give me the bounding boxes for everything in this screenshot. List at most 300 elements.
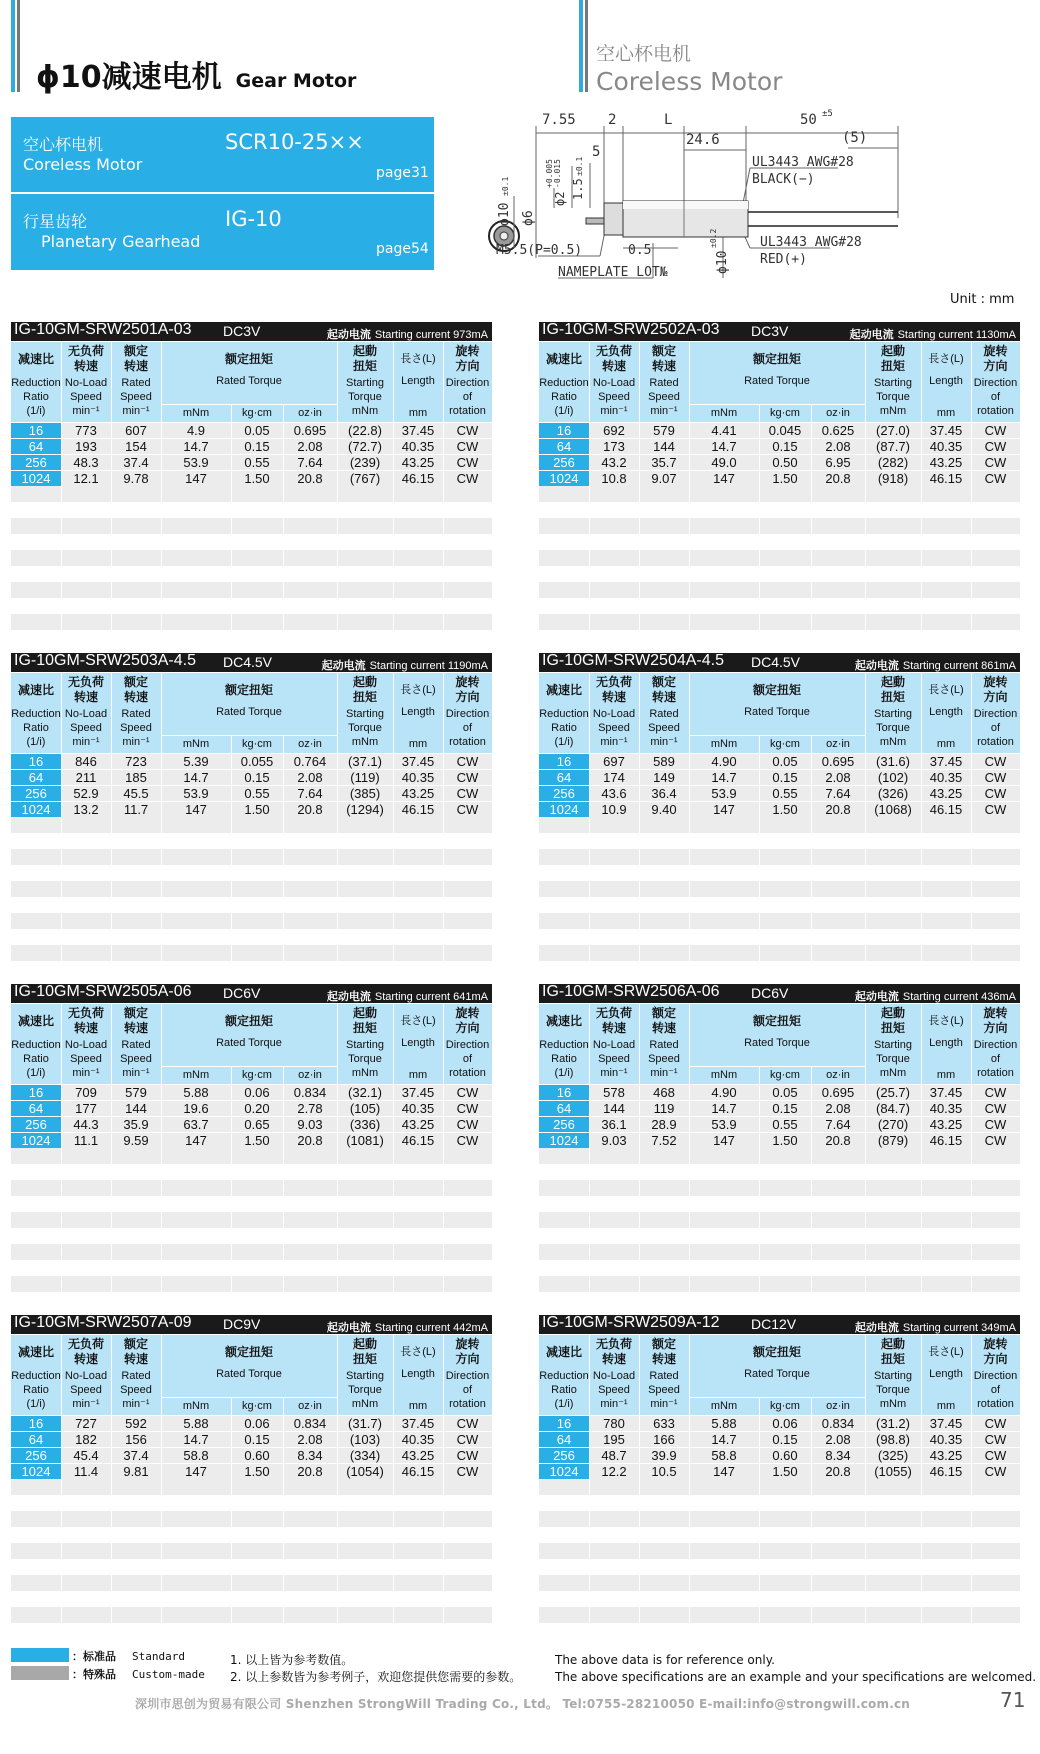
cell-divider: [589, 817, 590, 833]
cell-divider: [639, 881, 640, 897]
cell-divider: [971, 1511, 972, 1527]
header-unit-mnm: mNm: [182, 738, 210, 750]
cell-divider: [337, 439, 338, 454]
cell-divider: [337, 518, 338, 534]
cell-divider: [337, 423, 338, 438]
cell-divider: [811, 1101, 812, 1116]
header-ratio-en: Reduction Ratio (1/i): [11, 1370, 61, 1410]
header-starting-zh: 起動 扭矩: [352, 344, 377, 373]
cell-divider: [865, 1432, 866, 1447]
cell-divider: [161, 1416, 162, 1431]
cell-divider: [283, 754, 284, 769]
header-rule: [161, 404, 337, 405]
header-divider: [811, 404, 812, 422]
table-row: [539, 801, 1020, 817]
cell-divider: [161, 1180, 162, 1196]
table-cell: 256: [539, 1448, 589, 1464]
table-cell: 0.05: [772, 1085, 798, 1100]
table-cell: 0.55: [244, 786, 270, 801]
table-cell: 5.39: [183, 754, 209, 769]
header-divider: [283, 404, 284, 422]
table-cell: 64: [539, 439, 589, 455]
cell-divider: [61, 1464, 62, 1479]
cell-divider: [865, 423, 866, 438]
table-cell: (37.1): [348, 754, 382, 769]
table-cell: 64: [11, 439, 61, 455]
header-rule: [689, 1397, 865, 1398]
header-divider: [689, 1004, 690, 1084]
cell-divider: [283, 802, 284, 817]
header-starting-zh: 起動 扭矩: [352, 1337, 377, 1366]
table-cell: 7.64: [297, 786, 323, 801]
cell-divider: [811, 770, 812, 785]
cell-divider: [865, 1543, 866, 1559]
cell-divider: [589, 518, 590, 534]
cell-divider: [443, 786, 444, 801]
header-direction-zh: 旋转 方向: [983, 1006, 1008, 1035]
row-gap: [11, 1260, 492, 1276]
cell-divider: [393, 1244, 394, 1260]
header-length-en: Length: [929, 1368, 963, 1380]
cell-divider: [393, 802, 394, 817]
empty-row: [11, 614, 492, 630]
cell-divider: [337, 1511, 338, 1527]
header-divider: [393, 342, 394, 422]
cell-divider: [759, 439, 760, 454]
table-cell: (102): [877, 770, 909, 785]
table-cell: 46.15: [401, 1133, 435, 1148]
empty-row: [11, 1244, 492, 1260]
header-direction-en: Direction of rotation: [445, 1039, 490, 1079]
header-unit-kgcm: kg·cm: [242, 738, 272, 750]
cell-divider: [811, 945, 812, 961]
header-accent-bar-right: [579, 0, 583, 92]
cell-divider: [759, 849, 760, 865]
section-title: 空心杯电机 Coreless Motor: [596, 43, 783, 96]
cell-divider: [865, 1101, 866, 1116]
cell-divider: [811, 881, 812, 897]
cell-divider: [759, 1607, 760, 1623]
header-rule: [689, 404, 865, 405]
cell-divider: [759, 1416, 760, 1431]
gear-page-link[interactable]: page54: [376, 241, 429, 257]
cell-divider: [589, 786, 590, 801]
header-rated-zh: 额定 转速: [123, 1006, 148, 1035]
header-torque-en: Rated Torque: [216, 1368, 282, 1380]
table-cell: (326): [877, 786, 909, 801]
cell-divider: [161, 550, 162, 566]
cell-divider: [231, 1432, 232, 1447]
cell-divider: [759, 1511, 760, 1527]
cell-divider: [111, 802, 112, 817]
table-cell: 147: [185, 802, 207, 817]
table-cell: 35.7: [651, 455, 677, 470]
table-cell: 46.15: [929, 1464, 963, 1479]
cell-divider: [443, 754, 444, 769]
cell-divider: [443, 1276, 444, 1292]
cell-divider: [443, 486, 444, 502]
header-ratio-en: Reduction Ratio (1/i): [539, 1039, 589, 1079]
header-noload-zh: 无负荷 转速: [67, 1006, 104, 1035]
header-direction-en: Direction of rotation: [973, 1039, 1018, 1079]
cell-divider: [161, 614, 162, 630]
table-header: [539, 1004, 1020, 1084]
header-accent-bar-gray: [17, 0, 20, 92]
header-ratio-zh: 减速比: [17, 352, 54, 366]
cell-divider: [639, 817, 640, 833]
empty-row: [539, 849, 1020, 865]
table-cell: 9.03: [601, 1133, 627, 1148]
header-ratio-en: Reduction Ratio (1/i): [539, 377, 589, 417]
cell-divider: [393, 423, 394, 438]
cell-divider: [811, 802, 812, 817]
motor-page-link[interactable]: page31: [376, 165, 429, 181]
table-cell: (98.8): [876, 1432, 910, 1447]
header-starting-zh: 起動 扭矩: [880, 1337, 905, 1366]
table-cell: 119: [653, 1101, 675, 1116]
table-cell: 53.9: [711, 786, 737, 801]
table-cell: 46.15: [401, 802, 435, 817]
cell-divider: [337, 1464, 338, 1479]
cell-divider: [61, 439, 62, 454]
cell-divider: [639, 518, 640, 534]
header-divider: [639, 1004, 640, 1084]
cell-divider: [283, 486, 284, 502]
header-torque-en: Rated Torque: [216, 706, 282, 718]
header-direction-zh: 旋转 方向: [983, 675, 1008, 704]
cell-divider: [589, 423, 590, 438]
table-cell: 7.64: [297, 455, 323, 470]
cell-divider: [811, 1085, 812, 1100]
row-gap: [11, 865, 492, 881]
cell-divider: [61, 1607, 62, 1623]
table-cell: 579: [125, 1085, 147, 1100]
row-gap: [11, 1164, 492, 1180]
header-noload-zh: 无负荷 转速: [595, 1006, 632, 1035]
dim-50-tol: ±5: [822, 109, 833, 119]
cell-divider: [971, 1276, 972, 1292]
header-length-unit: mm: [408, 1069, 428, 1081]
table-cell: 14.7: [711, 1432, 737, 1447]
cell-divider: [443, 817, 444, 833]
cell-divider: [393, 913, 394, 929]
cell-divider: [759, 881, 760, 897]
table-cell: 43.2: [601, 455, 627, 470]
table-cell: 20.8: [297, 471, 323, 486]
dim-phi2-tol-bot: -0.015: [553, 159, 562, 188]
cell-divider: [111, 1464, 112, 1479]
header-length-zh: 長さ(L): [928, 684, 964, 696]
header-divider: [231, 735, 232, 753]
table-row: [539, 438, 1020, 454]
cell-divider: [231, 455, 232, 470]
table-cell: CW: [984, 455, 1007, 470]
cell-divider: [971, 1117, 972, 1132]
table-header: [539, 342, 1020, 422]
spec-table: [11, 322, 492, 630]
header-divider: [443, 673, 444, 753]
table-row: [11, 769, 492, 785]
cell-divider: [111, 786, 112, 801]
table-cell: 0.55: [772, 1117, 798, 1132]
cell-divider: [161, 471, 162, 486]
cell-divider: [639, 1511, 640, 1527]
table-cell: 45.4: [73, 1448, 99, 1463]
row-gap: [539, 1495, 1020, 1511]
cell-divider: [689, 582, 690, 598]
header-divider: [865, 673, 866, 753]
cell-divider: [589, 1244, 590, 1260]
cell-divider: [337, 1448, 338, 1463]
empty-row: [539, 614, 1020, 630]
cell-divider: [689, 770, 690, 785]
cell-divider: [689, 1416, 690, 1431]
table-cell: CW: [456, 439, 479, 454]
dim-phi10-body-tol: ±0.2: [709, 228, 718, 248]
cell-divider: [231, 1464, 232, 1479]
table-cell: 0.15: [772, 1101, 798, 1116]
header-starting-en: Starting Torque mNm: [874, 1039, 912, 1079]
table-row: [539, 1447, 1020, 1463]
header-divider: [865, 342, 866, 422]
starting-current: 起动电流 Starting current 973mA: [326, 329, 488, 341]
cell-divider: [971, 786, 972, 801]
table-cell: 13.2: [73, 802, 99, 817]
dim-L: L: [664, 112, 673, 128]
cell-divider: [921, 1180, 922, 1196]
table-cell: 773: [75, 423, 97, 438]
cell-divider: [393, 1432, 394, 1447]
header-divider: [639, 342, 640, 422]
table-cell: 147: [185, 1133, 207, 1148]
table-cell: 64: [539, 1101, 589, 1117]
cell-divider: [689, 1244, 690, 1260]
table-cell: 0.60: [772, 1448, 798, 1463]
table-cell: (25.7): [876, 1085, 910, 1100]
header-divider: [589, 673, 590, 753]
header-noload-en: No-Load Speed min⁻¹: [64, 1039, 108, 1079]
cell-divider: [393, 754, 394, 769]
gear-label: 行星齿轮 Planetary Gearhead: [23, 212, 201, 251]
table-cell: 16: [539, 423, 589, 439]
cell-divider: [283, 423, 284, 438]
cell-divider: [61, 486, 62, 502]
table-cell: 692: [603, 423, 625, 438]
cell-divider: [393, 770, 394, 785]
cell-divider: [811, 1212, 812, 1228]
cell-divider: [61, 1148, 62, 1164]
table-cell: 48.7: [601, 1448, 627, 1463]
cell-divider: [283, 455, 284, 470]
unit-label: Unit : mm: [950, 292, 1015, 307]
header-torque-zh: 额定扭矩: [752, 352, 801, 366]
cell-divider: [921, 1133, 922, 1148]
cell-divider: [443, 1479, 444, 1495]
cell-divider: [971, 1543, 972, 1559]
header-divider: [231, 1397, 232, 1415]
cell-divider: [811, 1543, 812, 1559]
table-cell: 37.45: [929, 1085, 963, 1100]
table-header: [539, 1335, 1020, 1415]
header-direction-zh: 旋转 方向: [983, 1337, 1008, 1366]
cell-divider: [971, 1101, 972, 1116]
cell-divider: [865, 945, 866, 961]
cell-divider: [111, 550, 112, 566]
spec-table: [539, 984, 1020, 1292]
header-rated-en: Rated Speed min⁻¹: [648, 377, 680, 417]
row-gap: [11, 1559, 492, 1575]
header-divider: [337, 1335, 338, 1415]
cell-divider: [283, 1085, 284, 1100]
table-cell: 9.40: [651, 802, 677, 817]
cell-divider: [161, 881, 162, 897]
table-cell: 8.34: [297, 1448, 323, 1463]
dim-thread: M5.5(P=0.5): [496, 243, 583, 258]
empty-row: [11, 1180, 492, 1196]
cell-divider: [921, 881, 922, 897]
cell-divider: [639, 754, 640, 769]
header-unit-ozin: oz·in: [826, 407, 850, 419]
table-cell: 1024: [539, 471, 589, 487]
empty-row: [539, 1212, 1020, 1228]
header-length-unit: mm: [408, 407, 428, 419]
table-cell: CW: [984, 1432, 1007, 1447]
cell-divider: [161, 802, 162, 817]
header-divider: [811, 1397, 812, 1415]
cell-divider: [337, 455, 338, 470]
header-divider: [865, 1004, 866, 1084]
table-row: [11, 1415, 492, 1431]
table-cell: 0.834: [293, 1416, 327, 1431]
header-length-zh: 長さ(L): [400, 353, 436, 365]
cell-divider: [971, 471, 972, 486]
cell-divider: [283, 1448, 284, 1463]
table-cell: 0.05: [244, 423, 270, 438]
cell-divider: [393, 471, 394, 486]
cell-divider: [759, 486, 760, 502]
header-starting-en: Starting Torque mNm: [346, 1370, 384, 1410]
header-length-en: Length: [929, 706, 963, 718]
row-gap: [539, 1228, 1020, 1244]
header-direction-en: Direction of rotation: [973, 377, 1018, 417]
table-cell: 1024: [539, 802, 589, 818]
header-torque-zh: 额定扭矩: [224, 683, 273, 697]
spec-divider: [11, 192, 434, 194]
cell-divider: [589, 486, 590, 502]
cell-divider: [865, 786, 866, 801]
table-cell: (1068): [874, 802, 912, 817]
cell-divider: [111, 754, 112, 769]
empty-row: [11, 1276, 492, 1292]
table-cell: 592: [125, 1416, 147, 1431]
cell-divider: [231, 802, 232, 817]
cell-divider: [337, 1244, 338, 1260]
table-cell: CW: [984, 1416, 1007, 1431]
motor-label: 空心杯电机 Coreless Motor: [23, 135, 143, 174]
model-number: IG-10GM-SRW2504A-4.5: [542, 653, 724, 669]
cell-divider: [161, 1101, 162, 1116]
cell-divider: [689, 1148, 690, 1164]
table-cell: 1024: [11, 802, 61, 818]
header-ratio-zh: 减速比: [545, 352, 582, 366]
starting-current: 起动电流 Starting current 1130mA: [849, 329, 1016, 341]
cell-divider: [639, 1244, 640, 1260]
table-cell: (31.7): [348, 1416, 382, 1431]
header-starting-en: Starting Torque mNm: [874, 377, 912, 417]
header-unit-kgcm: kg·cm: [770, 1069, 800, 1081]
cell-divider: [161, 945, 162, 961]
cell-divider: [393, 439, 394, 454]
cell-divider: [865, 1464, 866, 1479]
cell-divider: [283, 1101, 284, 1116]
table-cell: 46.15: [401, 1464, 435, 1479]
cell-divider: [689, 1448, 690, 1463]
cell-divider: [61, 754, 62, 769]
cell-divider: [811, 1276, 812, 1292]
table-cell: (1081): [346, 1133, 384, 1148]
cell-divider: [111, 1511, 112, 1527]
table-cell: 147: [713, 1464, 735, 1479]
table-cell: 58.8: [183, 1448, 209, 1463]
cell-divider: [759, 1432, 760, 1447]
table-cell: 53.9: [183, 786, 209, 801]
empty-row: [539, 1511, 1020, 1527]
cell-divider: [921, 849, 922, 865]
empty-row: [539, 582, 1020, 598]
header-ratio-en: Reduction Ratio (1/i): [539, 708, 589, 748]
table-cell: 43.25: [401, 1117, 435, 1132]
cell-divider: [61, 1479, 62, 1495]
cell-divider: [689, 881, 690, 897]
header-divider: [337, 673, 338, 753]
cell-divider: [639, 486, 640, 502]
cell-divider: [921, 945, 922, 961]
header-unit-ozin: oz·in: [826, 1069, 850, 1081]
empty-row: [539, 913, 1020, 929]
header-divider: [61, 1004, 62, 1084]
header-length-en: Length: [401, 1037, 435, 1049]
cell-divider: [337, 1479, 338, 1495]
table-cell: 0.764: [293, 754, 327, 769]
row-gap: [11, 1527, 492, 1543]
table-cell: (385): [349, 786, 381, 801]
nameplate-label: NAMEPLATE LOT№: [558, 265, 668, 280]
cell-divider: [337, 1276, 338, 1292]
header-divider: [61, 1335, 62, 1415]
table-cell: CW: [984, 754, 1007, 769]
cell-divider: [921, 913, 922, 929]
table-cell: 0.834: [293, 1085, 327, 1100]
header-divider: [971, 342, 972, 422]
spec-table: [539, 653, 1020, 961]
header-divider: [921, 673, 922, 753]
cell-divider: [111, 913, 112, 929]
cell-divider: [689, 849, 690, 865]
cell-divider: [811, 582, 812, 598]
empty-row: [11, 1543, 492, 1559]
cell-divider: [161, 1448, 162, 1463]
dim-5-paren: (5): [842, 130, 868, 146]
cell-divider: [971, 518, 972, 534]
table-cell: 607: [125, 423, 147, 438]
table-cell: 0.55: [772, 786, 798, 801]
cell-divider: [971, 1575, 972, 1591]
cell-divider: [231, 550, 232, 566]
cell-divider: [971, 1133, 972, 1148]
table-cell: 4.90: [711, 754, 737, 769]
header-ratio-zh: 减速比: [17, 1014, 54, 1028]
row-gap: [539, 1527, 1020, 1543]
